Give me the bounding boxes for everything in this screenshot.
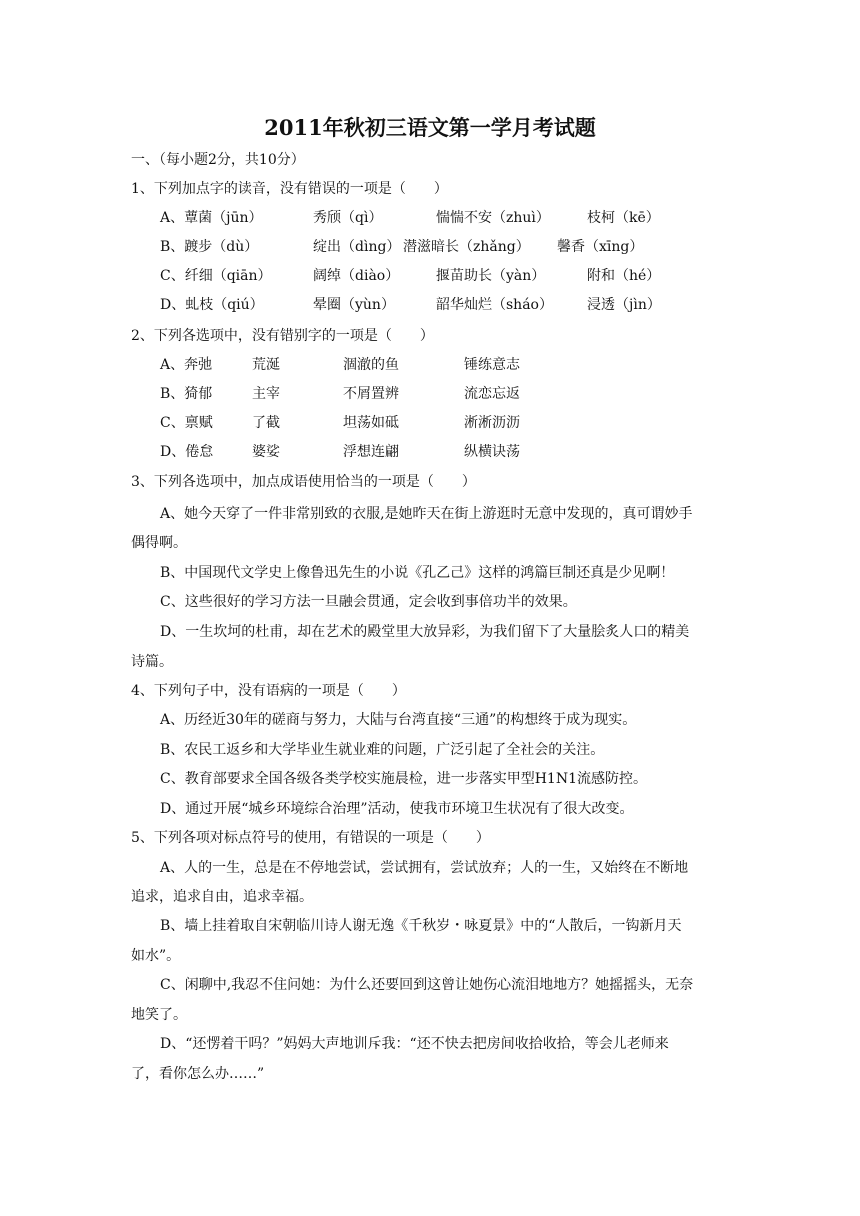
q2-d-item-3: 浮想连翩 bbox=[343, 444, 399, 460]
q2-a-item-1: A、奔弛 bbox=[160, 357, 213, 373]
q5-option-d-line2: 了，看你怎么办……” bbox=[131, 1066, 265, 1082]
q1-b-item-2: 绽出（dìng） bbox=[313, 239, 401, 255]
q3-option-d-line2: 诗篇。 bbox=[131, 654, 173, 670]
q3-option-d-line1: D、一生坎坷的杜甫，却在艺术的殿堂里大放异彩，为我们留下了大量脍炙人口的精美 bbox=[160, 624, 690, 640]
q1-a-item-4: 枝柯（kē） bbox=[587, 210, 660, 226]
q5-option-d-line1: D、“还愣着干吗？”妈妈大声地训斥我：“还不快去把房间收拾收拾，等会儿老师来 bbox=[160, 1036, 669, 1052]
q5-option-c-line1: C、闲聊中,我忍不住问她：为什么还要回到这曾让她伤心流泪地地方？她摇摇头，无奈 bbox=[160, 977, 694, 993]
q2-c-item-1: C、禀赋 bbox=[160, 415, 213, 431]
q2-a-item-4: 锤练意志 bbox=[464, 357, 520, 373]
q2-a-item-3: 涸澈的鱼 bbox=[343, 357, 399, 373]
question-5-stem: 5、下列各项对标点符号的使用，有错误的一项是（ ） bbox=[131, 830, 490, 846]
q1-a-item-3: 惴惴不安（zhuì） bbox=[436, 210, 550, 226]
question-4-stem: 4、下列句子中，没有语病的一项是（ ） bbox=[131, 683, 406, 699]
q4-option-b: B、农民工返乡和大学毕业生就业难的问题，广泛引起了全社会的关注。 bbox=[160, 742, 605, 758]
q2-a-item-2: 荒涎 bbox=[252, 357, 280, 373]
section-heading: 一、（每小题2分，共10分） bbox=[131, 152, 305, 168]
q1-c-item-3: 揠苗助长（yàn） bbox=[436, 268, 546, 284]
q4-option-d: D、通过开展“城乡环境综合治理”活动，使我市环境卫生状况有了很大改变。 bbox=[160, 801, 634, 817]
q1-b-item-3: 潜滋暗长（zhǎng） bbox=[403, 239, 530, 255]
q2-b-item-2: 主宰 bbox=[252, 386, 280, 402]
q5-option-b-line1: B、墙上挂着取自宋朝临川诗人谢无逸《千秋岁・咏夏景》中的“人散后，一钩新月天 bbox=[160, 918, 682, 934]
q5-option-a-line1: A、人的一生，总是在不停地尝试，尝试拥有，尝试放弃；人的一生，又始终在不断地 bbox=[160, 860, 689, 876]
q2-c-item-4: 淅淅沥沥 bbox=[464, 415, 520, 431]
q1-c-item-2: 阔绰（diào） bbox=[313, 268, 400, 284]
q1-a-item-2: 秀颀（qì） bbox=[313, 210, 383, 226]
q3-option-a-line2: 偶得啊。 bbox=[131, 535, 187, 551]
q2-b-item-4: 流恋忘返 bbox=[464, 386, 520, 402]
q2-c-item-3: 坦荡如砥 bbox=[343, 415, 399, 431]
page-title: 2011年秋初三语文第一学月考试题 bbox=[264, 115, 596, 140]
question-2-stem: 2、下列各选项中，没有错别字的一项是（ ） bbox=[131, 328, 434, 344]
q2-d-item-4: 纵横诀荡 bbox=[464, 444, 520, 460]
q4-option-c: C、教育部要求全国各级各类学校实施晨检，进一步落实甲型H1N1流感防控。 bbox=[160, 771, 647, 787]
q1-a-item-1: A、蕈菌（jūn） bbox=[160, 210, 263, 226]
question-1-stem: 1、下列加点字的读音，没有错误的一项是（ ） bbox=[131, 181, 448, 197]
q1-d-item-1: D、虬枝（qiú） bbox=[160, 297, 264, 313]
question-3-stem: 3、下列各选项中，加点成语使用恰当的一项是（ ） bbox=[131, 474, 476, 490]
q1-b-item-1: B、踱步（dù） bbox=[160, 239, 259, 255]
q2-b-item-1: B、猗郁 bbox=[160, 386, 213, 402]
q1-d-item-3: 韶华灿烂（sháo） bbox=[436, 297, 553, 313]
q1-d-item-2: 晕圈（yùn） bbox=[313, 297, 395, 313]
q1-d-item-4: 浸透（jìn） bbox=[587, 297, 661, 313]
q2-b-item-3: 不屑置辨 bbox=[343, 386, 399, 402]
q2-d-item-2: 婆娑 bbox=[252, 444, 280, 460]
q3-option-b: B、中国现代文学史上像鲁迅先生的小说《孔乙己》这样的鸿篇巨制还真是少见啊！ bbox=[160, 565, 675, 581]
q3-option-a-line1: A、她今天穿了一件非常别致的衣服,是她昨天在街上游逛时无意中发现的，真可谓妙手 bbox=[160, 506, 693, 522]
q2-d-item-1: D、倦怠 bbox=[160, 444, 214, 460]
q4-option-a: A、历经近30年的磋商与努力，大陆与台湾直接“三通”的构想终于成为现实。 bbox=[160, 712, 637, 728]
q1-b-item-4: 馨香（xīng） bbox=[557, 239, 644, 255]
q1-c-item-1: C、纤细（qiān） bbox=[160, 268, 272, 284]
q2-c-item-2: 了截 bbox=[252, 415, 280, 431]
q5-option-b-line2: 如水”。 bbox=[131, 948, 181, 964]
q1-c-item-4: 附和（hé） bbox=[587, 268, 661, 284]
q3-option-c: C、这些很好的学习方法一旦融会贯通，定会收到事倍功半的效果。 bbox=[160, 594, 577, 610]
q5-option-c-line2: 地笑了。 bbox=[131, 1007, 187, 1023]
q5-option-a-line2: 追求，追求自由，追求幸福。 bbox=[131, 889, 313, 905]
